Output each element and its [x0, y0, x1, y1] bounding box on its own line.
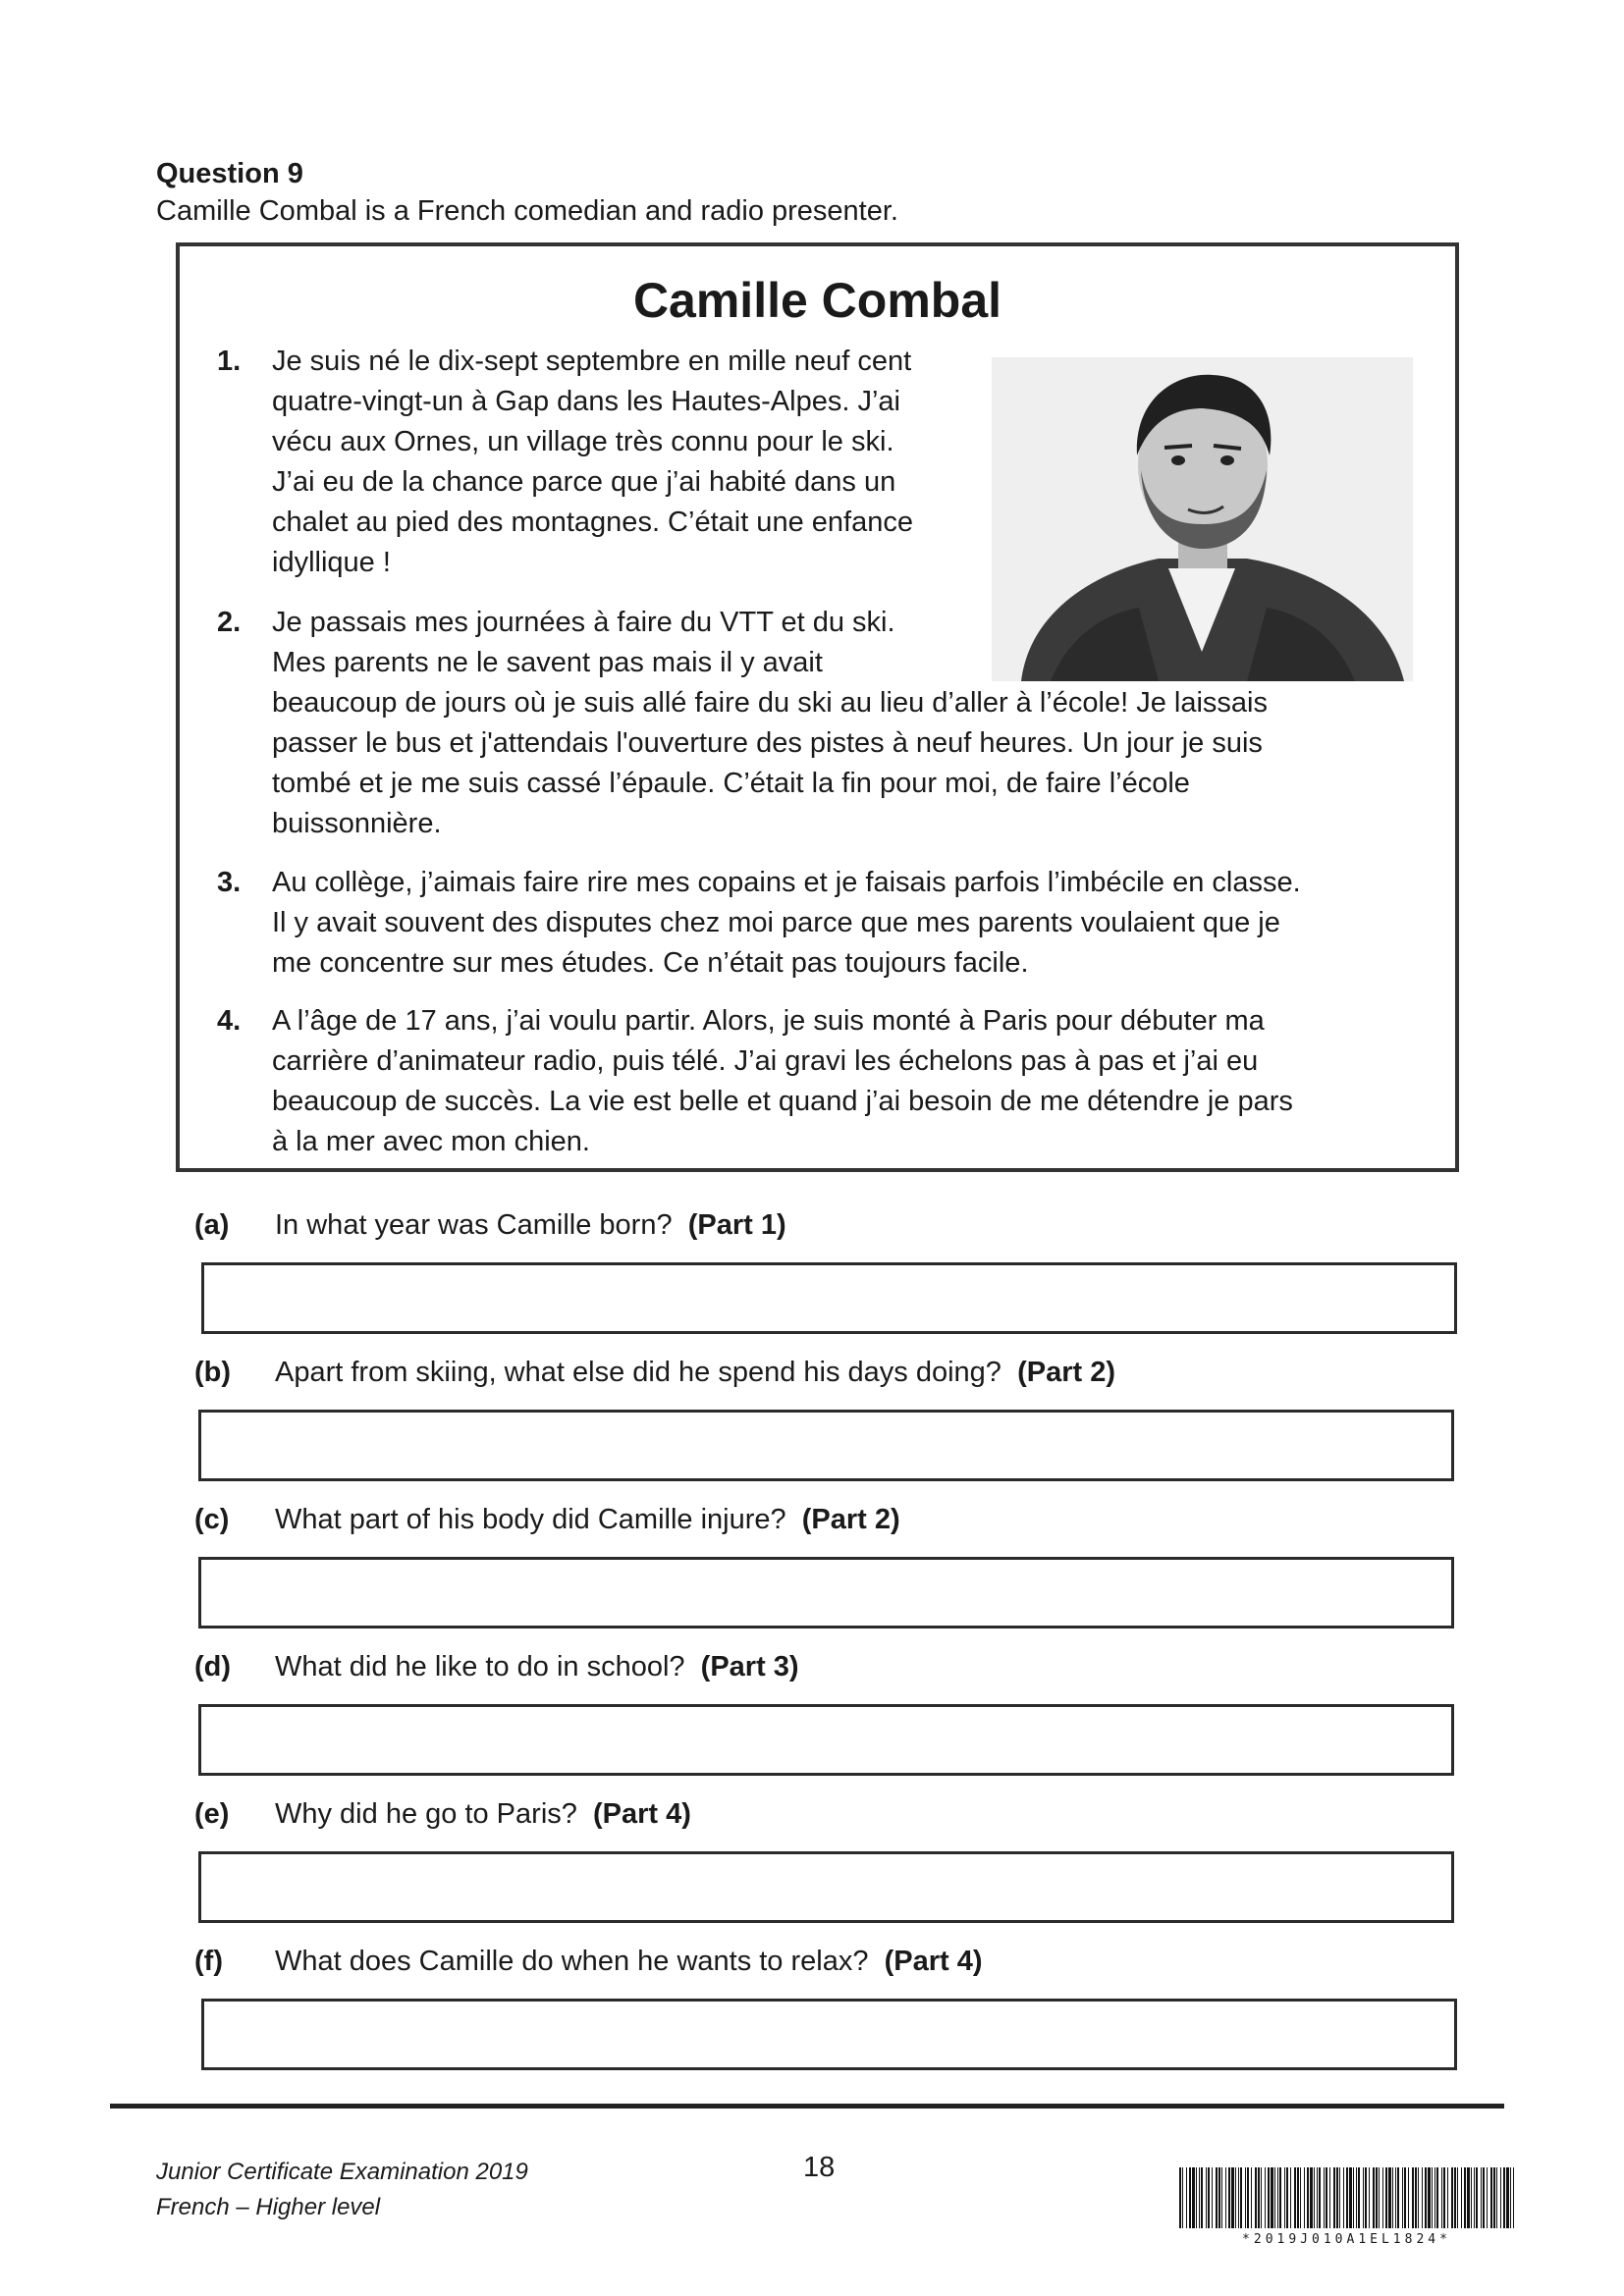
paragraph-line: me concentre sur mes études. Ce n’était pas toujours facile. [272, 947, 1029, 979]
question-f [194, 1946, 983, 1978]
question-part: (Part 4) [593, 1798, 691, 1830]
question-label: (e) [194, 1798, 230, 1830]
question-text: Why did he go to Paris? [275, 1798, 577, 1830]
barcode-text: *2019J010A1EL1824* [1242, 2232, 1451, 2247]
paragraph-line: Mes parents ne le savent pas mais il y avait [272, 647, 823, 678]
question-text: What part of his body did Camille injure? [275, 1504, 786, 1535]
page-number: 18 [803, 2152, 836, 2183]
question-a [194, 1209, 786, 1242]
question-text: Apart from skiing, what else did he spend his days doing? [275, 1357, 1001, 1388]
paragraph-line: Au collège, j’aimais faire rire mes copains et je faisais parfois l’imbécile en classe. [272, 867, 1301, 898]
question-text: In what year was Camille born? [275, 1209, 673, 1241]
answer-box-a[interactable] [201, 1262, 1457, 1334]
paragraph-line: Il y avait souvent des disputes chez moi parce que mes parents voulaient que je [272, 907, 1280, 938]
passage-title: Camille Combal [632, 273, 1002, 328]
paragraph-line: carrière d’animateur radio, puis télé. J’ai gravi les échelons pas à pas et j’ai eu [272, 1045, 1259, 1077]
paragraph-line: quatre-vingt-un à Gap dans les Hautes-Alpes. J’ai [272, 386, 900, 417]
question-part: (Part 2) [801, 1504, 900, 1535]
paragraph-line: A l’âge de 17 ans, j’ai voulu partir. Alors, je suis monté à Paris pour débuter ma [272, 1005, 1265, 1037]
question-part: (Part 2) [1017, 1357, 1115, 1388]
paragraph-line: vécu aux Ornes, un village très connu pour le ski. [272, 426, 894, 457]
answer-box-d[interactable] [198, 1704, 1454, 1776]
question-b [194, 1357, 1115, 1389]
question-title: Question 9 [156, 158, 303, 189]
question-part: (Part 3) [700, 1651, 799, 1682]
footer-exam: Junior Certificate Examination 2019 [156, 2159, 528, 2185]
question-part: (Part 4) [884, 1946, 983, 1977]
question-text: What does Camille do when he wants to relax? [275, 1946, 869, 1977]
paragraph-line: tombé et je me suis cassé l’épaule. C’était la fin pour moi, de faire l’école [272, 768, 1190, 799]
question-label: (a) [194, 1209, 230, 1241]
paragraph-line: beaucoup de jours où je suis allé faire du ski au lieu d’aller à l’école! Je laissais [272, 687, 1268, 719]
answer-box-b[interactable] [198, 1410, 1454, 1481]
paragraph-line: Je passais mes journées à faire du VTT et du ski. [272, 607, 895, 638]
paragraph-line: à la mer avec mon chien. [272, 1126, 590, 1157]
answer-box-c[interactable] [198, 1557, 1454, 1629]
footer-info [156, 2155, 528, 2225]
paragraph-number: 4. [217, 1005, 242, 1037]
paragraph-line: idyllique ! [272, 547, 391, 578]
paragraph-line: buissonnière. [272, 808, 442, 839]
paragraph-number: 1. [217, 346, 242, 377]
question-label: (c) [194, 1504, 230, 1535]
question-label: (f) [194, 1946, 223, 1977]
question-e [194, 1798, 691, 1831]
question-label: (b) [194, 1357, 232, 1388]
paragraph-line: chalet au pied des montagnes. C’était une enfance [272, 507, 913, 538]
footer-subject: French – Higher level [156, 2194, 381, 2220]
answer-box-e[interactable] [198, 1851, 1454, 1923]
paragraph-line: J’ai eu de la chance parce que j’ai habité dans un [272, 466, 896, 498]
question-label: (d) [194, 1651, 232, 1682]
barcode-icon [1179, 2167, 1514, 2228]
footer-divider [110, 2104, 1504, 2109]
paragraph-line: beaucoup de succès. La vie est belle et quand j’ai besoin de me détendre je pars [272, 1086, 1293, 1117]
question-part: (Part 1) [687, 1209, 786, 1241]
question-text: What did he like to do in school? [275, 1651, 685, 1682]
paragraph-line: passer le bus et j'attendais l'ouverture des pistes à neuf heures. Un jour je suis [272, 727, 1263, 759]
question-d [194, 1651, 799, 1683]
passage-box [176, 242, 1459, 1172]
paragraph-number: 3. [217, 867, 242, 898]
paragraph-number: 2. [217, 607, 242, 638]
paragraph-line: Je suis né le dix-sept septembre en mille neuf cent [272, 346, 912, 377]
question-intro: Camille Combal is a French comedian and radio presenter. [156, 195, 898, 227]
answer-box-f[interactable] [201, 1999, 1457, 2070]
question-c [194, 1504, 900, 1536]
